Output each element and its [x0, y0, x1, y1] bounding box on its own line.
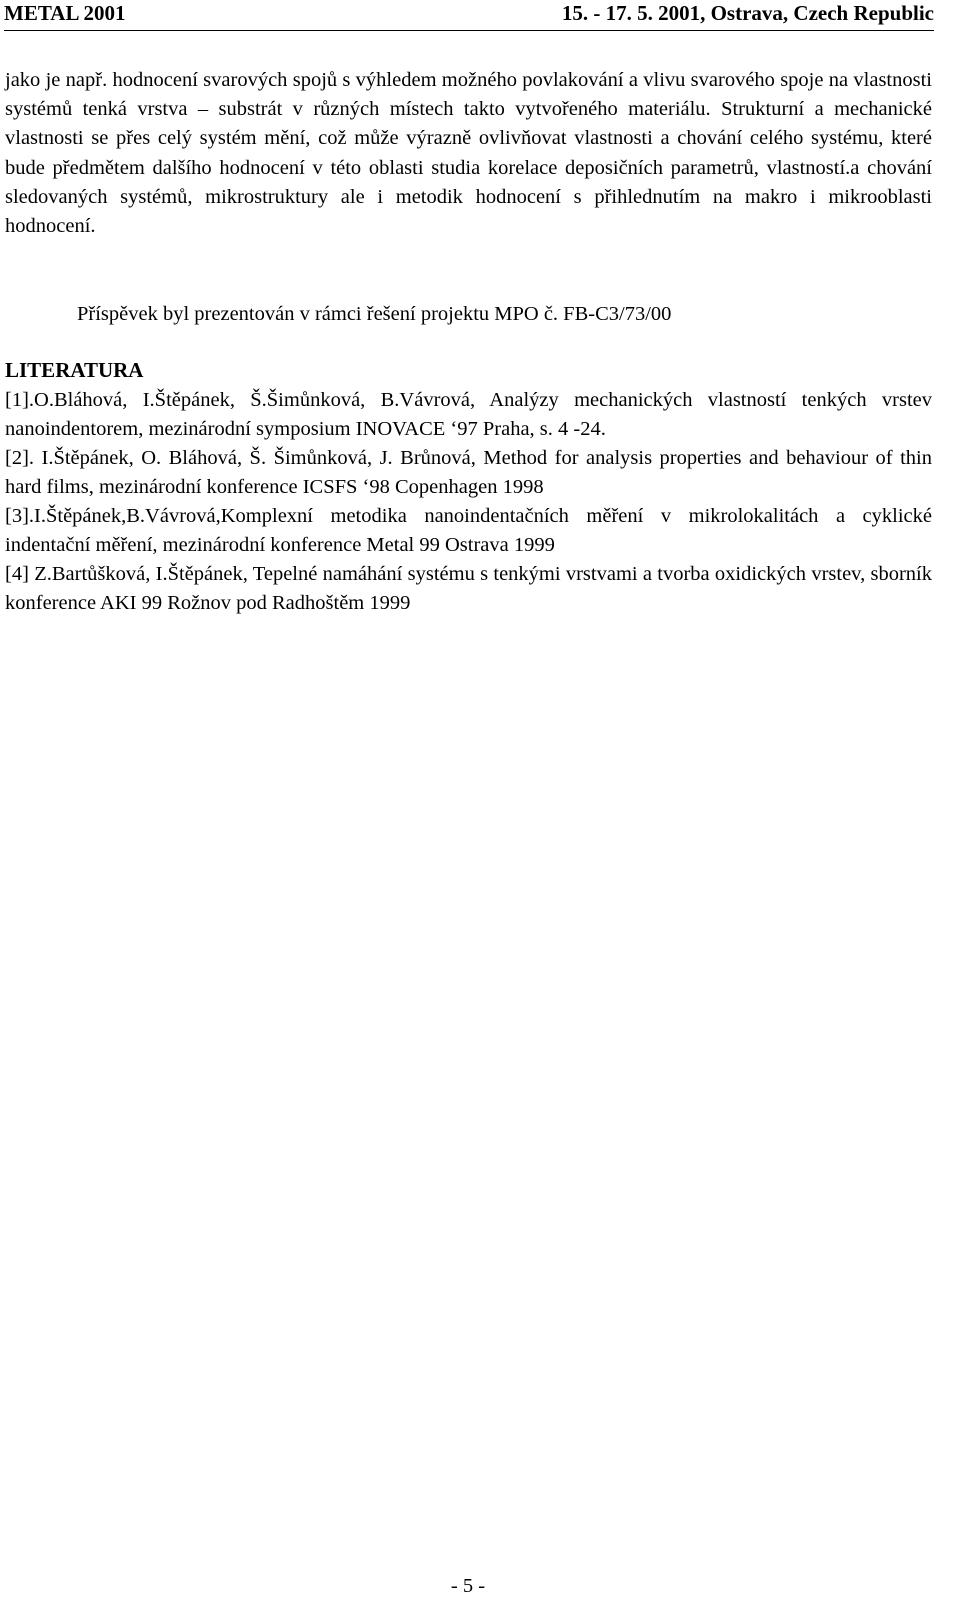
conference-name: METAL 2001 — [4, 1, 126, 25]
reference-item-4: [4] Z.Bartůšková, I.Štěpánek, Tepelné namáhání systému s tenkými vrstvami a tvorba oxidických vrstev, sborník konference AKI 99 Rožnov pod Radhoštěm 1999 — [5, 563, 932, 614]
reference-item-2: [2]. I.Štěpánek, O. Bláhová, Š. Šimůnková, J. Brůnová, Method for analysis properties and behaviour of thin hard films, mezinárodní konference ICSFS ‘98 Copenhagen 1998 — [5, 447, 932, 498]
conference-date-location: 15. - 17. 5. 2001, Ostrava, Czech Republic — [561, 1, 934, 25]
body-text — [5, 66, 932, 241]
reference-item-1: [1].O.Bláhová, I.Štěpánek, Š.Šimůnková, B.Vávrová, Analýzy mechanických vlastností tenkých vrstev nanoindentorem, mezinárodní symposium INOVACE ‘97 Praha, s. 4 -24. — [5, 389, 932, 440]
reference-list — [5, 386, 932, 618]
body-paragraph: jako je např. hodnocení svarových spojů s výhledem možného povlakování a vlivu svarového spoje na vlastnosti systémů tenká vrstva – substrát v různých místech takto vytvořeného materiálu. Strukturní a mechanické vlastnosti se přes celý systém mění, což může výrazně ovlivňovat vlastnosti a chování celého systému, které bude předmětem dalšího hodnocení v této oblasti studia korelace deposičních parametrů, vlastností.a chování sledovaných systémů, mikrostruktury ale i metodik hodnocení s přihlednutím na makro i mikrooblasti hodnocení. — [5, 69, 932, 238]
reference-item-3: [3].I.Štěpánek,B.Vávrová,Komplexní metodika nanoindentačních měření v mikrolokalitách a cyklické indentační měření, mezinárodní konference Metal 99 Ostrava 1999 — [5, 505, 932, 556]
literature-heading: LITERATURA — [5, 358, 144, 382]
page-number: - 5 - — [450, 1575, 486, 1597]
page-header — [4, 0, 934, 31]
funding-note: Příspěvek byl prezentován v rámci řešení projektu MPO č. FB-C3/73/00 — [77, 303, 672, 325]
